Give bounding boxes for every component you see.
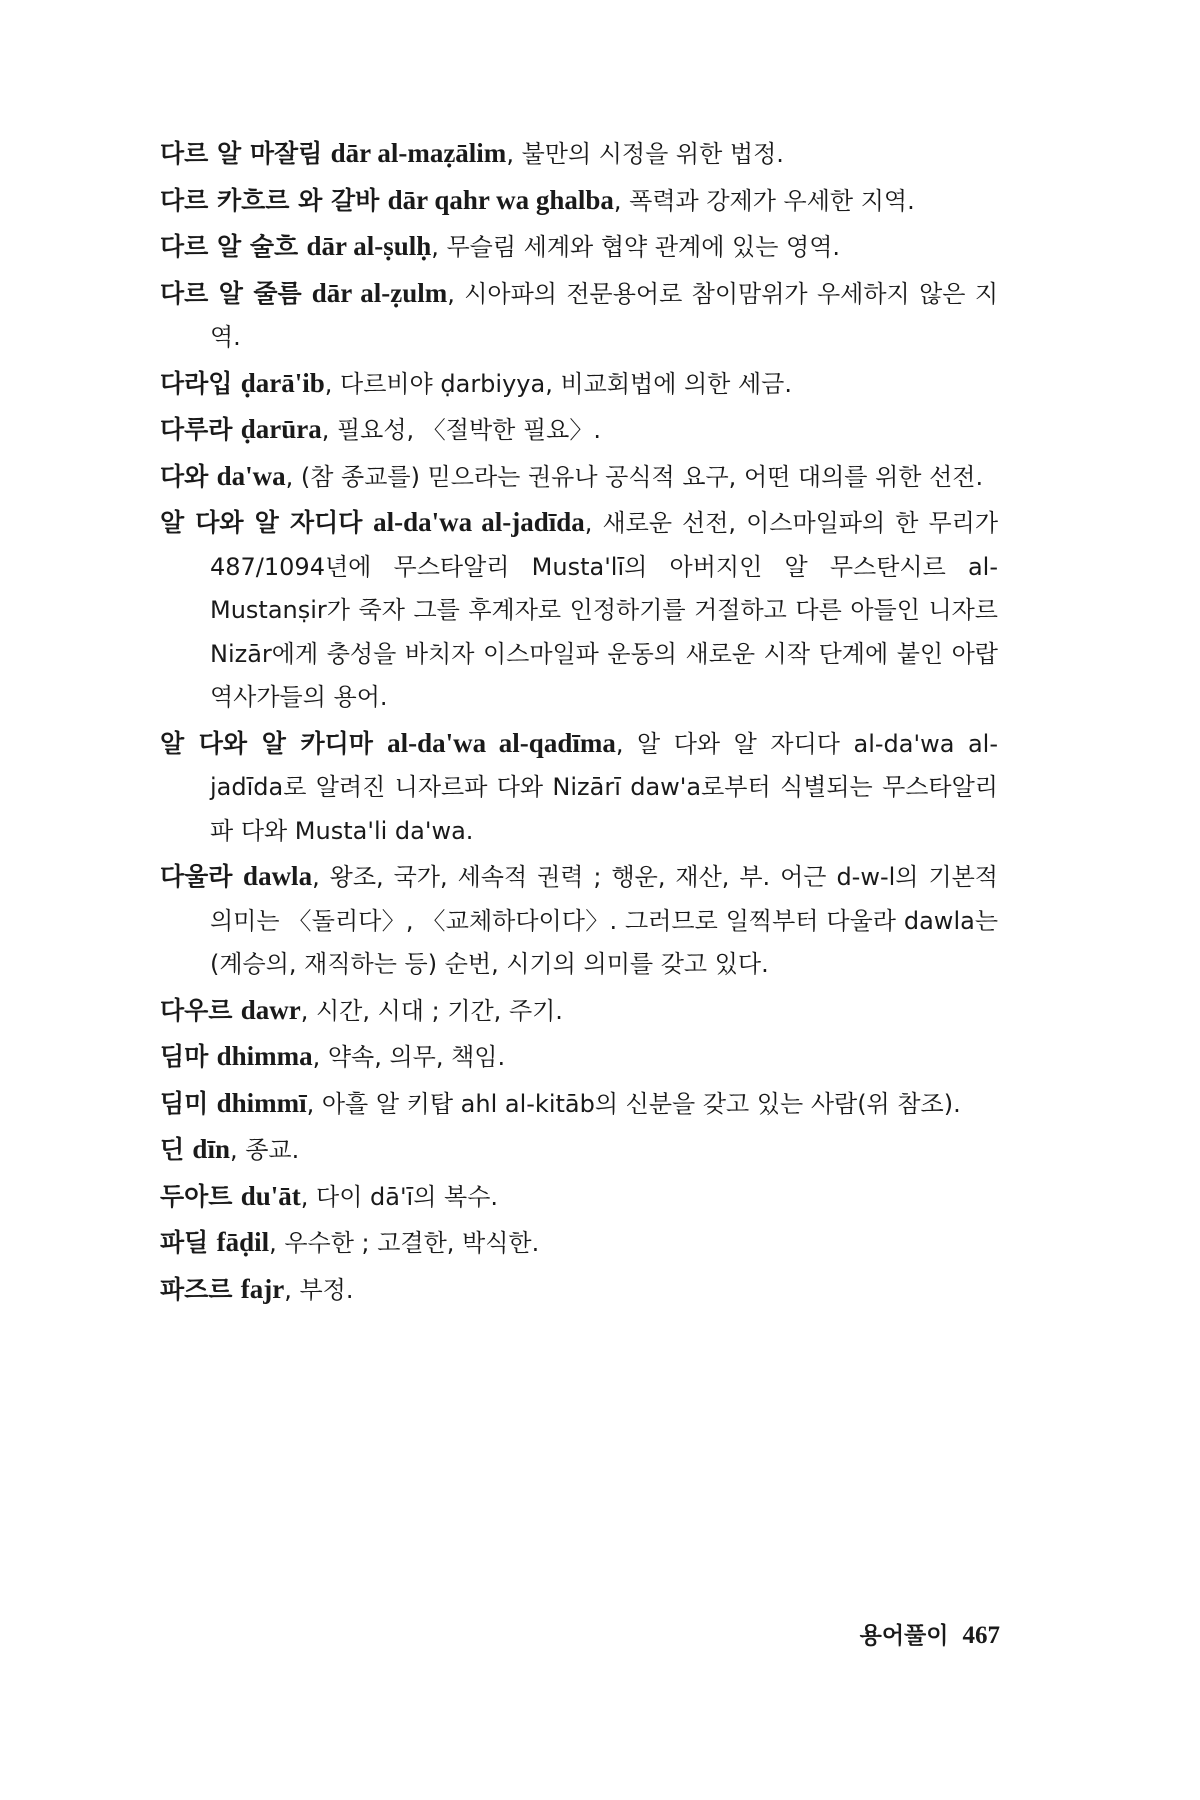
glossary-entry [160, 1175, 998, 1220]
entry-definition: , (참 종교를) 믿으라는 권유나 공식적 요구, 어떤 대의를 위한 선전. [285, 462, 984, 491]
entry-definition: , 왕조, 국가, 세속적 권력 ; 행운, 재산, 부. 어근 d-w-l의 기본적 의미는 〈돌리다〉, 〈교체하다이다〉. 그러므로 일찍부터 다울라 dawla는 (계승의, 재직하는 등) 순번, 시기의 의미를 갖고 있다. [210, 863, 998, 978]
glossary-entry [160, 1082, 998, 1127]
glossary-entry [160, 722, 998, 854]
entry-definition: , 부정. [284, 1275, 354, 1304]
entry-definition: , 종교. [229, 1136, 300, 1164]
entry-korean-term: 파딜 [160, 1228, 209, 1257]
glossary-entry [160, 225, 998, 270]
glossary-entry [160, 1128, 998, 1173]
entry-korean-term: 다르 알 술흐 [160, 232, 299, 261]
entry-transliteration: al-da'wa al-jadīda [373, 507, 585, 537]
entry-transliteration: ḍarā'ib [240, 367, 325, 398]
glossary-entry [160, 272, 998, 360]
glossary-entry [160, 1035, 998, 1080]
entry-definition: , 약속, 의무, 책임. [312, 1043, 506, 1071]
running-footer-section-title: 용어풀이 [859, 1623, 949, 1649]
glossary-entry [160, 455, 998, 500]
glossary-entry [160, 408, 998, 453]
entry-transliteration: da'wa [216, 460, 286, 491]
entry-korean-term: 두아트 [160, 1181, 233, 1211]
entry-definition: , 아흘 알 키탑 ahl al-kitāb의 신분을 갖고 있는 사람(위 참조). [306, 1089, 961, 1118]
glossary-entry [160, 855, 998, 987]
entry-transliteration: dawla [243, 861, 313, 891]
entry-transliteration: dār qahr wa ghalba [387, 184, 614, 215]
entry-transliteration: dār al-ṣulḥ [306, 231, 432, 261]
entry-korean-term: 딤마 [160, 1042, 209, 1071]
entry-transliteration: dīn [192, 1134, 230, 1164]
entry-definition: , 다르비야 ḍarbiyya, 비교회법에 의한 세금. [324, 369, 792, 398]
entry-definition: , 다이 dā'ī의 복수. [300, 1182, 499, 1211]
entry-korean-term: 다와 [160, 461, 209, 491]
glossary-list [160, 132, 998, 1314]
entry-transliteration: du'āt [240, 1180, 301, 1211]
entry-korean-term: 딘 [160, 1135, 185, 1164]
entry-korean-term: 다루라 [160, 415, 233, 444]
entry-korean-term: 다르 카흐르 와 갈바 [160, 185, 380, 215]
entry-transliteration: dhimmī [216, 1087, 307, 1118]
glossary-entry [160, 501, 998, 720]
entry-korean-term: 다르 알 마잘림 [160, 139, 323, 168]
entry-transliteration: fajr [240, 1273, 285, 1304]
entry-definition: , 알 다와 알 자디다 al-da'wa al-jadīda로 알려진 니자르파 다와 Nizārī daw'a로부터 식별되는 무스타알리파 다와 Musta'li da'wa. [210, 729, 998, 845]
entry-definition: , 시아파의 전문용어로 참이맘위가 우세하지 않은 지역. [210, 279, 999, 351]
glossary-entry [160, 179, 998, 224]
entry-definition: , 불만의 시정을 위한 법정. [506, 140, 784, 168]
glossary-entry [160, 1221, 998, 1266]
entry-transliteration: fāḍil [216, 1227, 270, 1257]
entry-korean-term: 다울라 [160, 862, 233, 891]
entry-transliteration: dhimma [216, 1041, 313, 1071]
glossary-entry [160, 132, 998, 177]
glossary-entry [160, 362, 998, 407]
entry-transliteration: dār al-ẓulm [311, 277, 448, 308]
glossary-entry [160, 989, 998, 1034]
page-footer [860, 1617, 1000, 1650]
entry-korean-term: 알 다와 알 카디마 [160, 728, 373, 758]
entry-korean-term: 알 다와 알 자디다 [160, 508, 363, 537]
entry-definition: , 폭력과 강제가 우세한 지역. [613, 186, 915, 215]
entry-definition: , 새로운 선전, 이스마일파의 한 무리가 487/1094년에 무스타알리 Musta'lī의 아버지인 알 무스탄시르 al-Mustanṣir가 죽자 그를 후계자로 인정하기를 거절하고 다른 아들인 니자르 Nizār에게 충성을 바치자 이스마일파 운동의 새로운 시작 단계에 붙인 아랍 역사가들의 용어. [210, 509, 998, 711]
entry-transliteration: dawr [240, 994, 301, 1025]
entry-definition: , 필요성, 〈절박한 필요〉. [321, 416, 601, 444]
entry-definition: , 무슬림 세계와 협약 관계에 있는 영역. [431, 233, 841, 261]
entry-korean-term: 다르 알 줄름 [160, 278, 302, 308]
entry-transliteration: ḍarūra [240, 414, 322, 444]
entry-transliteration: dār al-maẓālim [330, 138, 507, 168]
entry-definition: , 우수한 ; 고결한, 박식한. [269, 1229, 540, 1257]
entry-definition: , 시간, 시대 ; 기간, 주기. [300, 996, 563, 1025]
glossary-entry [160, 1268, 998, 1313]
entry-korean-term: 파즈르 [160, 1274, 233, 1304]
entry-korean-term: 다우르 [160, 995, 233, 1025]
page-number: 467 [962, 1622, 1000, 1649]
entry-korean-term: 딤미 [160, 1088, 209, 1118]
entry-transliteration: al-da'wa al-qadīma [387, 727, 616, 758]
entry-korean-term: 다라입 [160, 368, 233, 398]
